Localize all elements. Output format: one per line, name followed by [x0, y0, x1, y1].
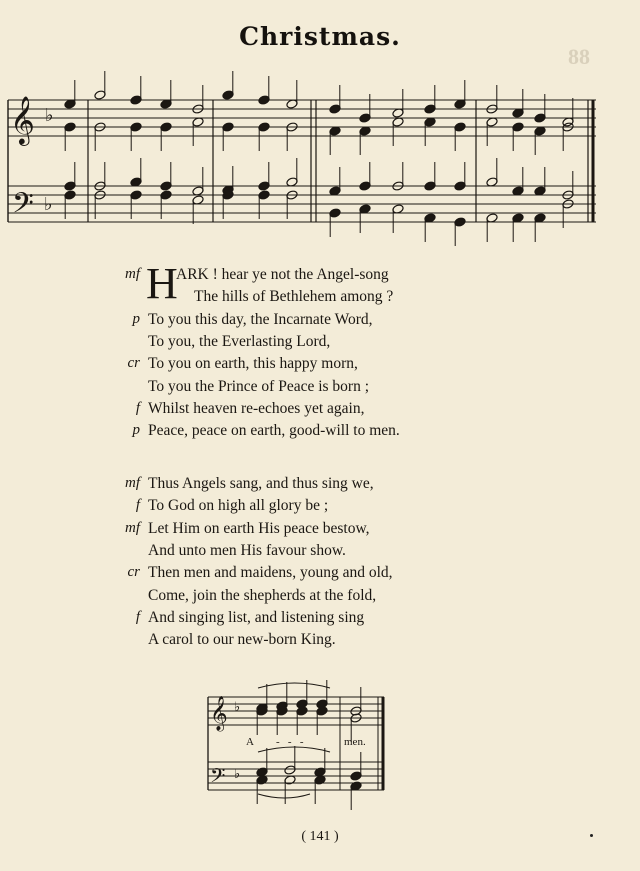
dynamic-marking: cr [127, 564, 140, 581]
note-head [222, 90, 234, 100]
note-head [130, 95, 142, 105]
verse-line: To you the Prince of Peace is born ; [148, 377, 370, 395]
note-head [258, 181, 270, 191]
note-head [258, 190, 270, 200]
note-head [222, 122, 234, 132]
bass-notes [64, 158, 574, 246]
note-head [258, 95, 270, 105]
verse-line: ARK ! hear ye not the Angel-song [176, 266, 389, 283]
note-head [64, 122, 76, 132]
verse-line: Then men and maidens, young and old, [148, 564, 393, 582]
bass-staff [8, 186, 596, 222]
verse-line: To you this day, the Incarnate Word, [148, 310, 373, 328]
verse-line: Thus Angels sang, and thus sing we, [148, 475, 374, 492]
dynamic-marking: f [135, 399, 140, 416]
note-head [454, 217, 466, 227]
note-head [329, 208, 341, 218]
note-head [64, 181, 76, 191]
verse-line: The hills of Bethlehem among ? [194, 288, 394, 306]
note-head [329, 104, 341, 114]
dynamic-marking: mf [125, 475, 140, 491]
flat-key-signature-icon: ♭ [45, 105, 54, 126]
amen-syllable-men: men. [344, 736, 366, 748]
dynamic-marking: p [132, 422, 140, 439]
note-head [94, 90, 106, 100]
page-title: Christmas. [239, 22, 401, 51]
verse-line: Whilst heaven re-echoes yet again, [148, 399, 365, 417]
note-head [424, 181, 436, 191]
treble-clef-icon: 𝄞 [10, 95, 35, 144]
flat-key-signature-icon: ♭ [234, 767, 241, 782]
note-head [424, 104, 436, 114]
note-head [160, 181, 172, 191]
dynamic-marking: f [135, 608, 140, 625]
flat-key-signature-icon: ♭ [234, 700, 241, 715]
note-head [454, 122, 466, 132]
margin-dot [590, 834, 593, 837]
verse-line: Come, join the shepherds at the fold, [148, 586, 377, 604]
note-head [512, 122, 524, 132]
amen-syllable-a: A [246, 736, 254, 748]
dynamic-marking: cr [127, 355, 140, 372]
note-head [130, 122, 142, 132]
dynamic-marking: mf [125, 519, 140, 536]
note-head [130, 190, 142, 200]
treble-notes [64, 71, 574, 155]
note-head [284, 765, 296, 775]
amen-dashes: - - - [276, 736, 304, 748]
drop-cap: H [146, 259, 178, 308]
note-head [359, 113, 371, 123]
verse-line: A carol to our new-born King. [148, 631, 336, 649]
verse-line: To you on earth, this happy morn, [148, 355, 358, 373]
page-number: ( 141 ) [301, 829, 339, 844]
note-head [359, 181, 371, 191]
note-head [454, 181, 466, 191]
verse-line: Peace, peace on earth, good-will to men. [148, 422, 400, 440]
dynamic-marking: f [135, 497, 140, 514]
note-head [350, 771, 362, 781]
note-head [160, 190, 172, 200]
treble-clef-icon: 𝄞 [210, 696, 228, 731]
note-head [64, 190, 76, 200]
flat-key-signature-icon: ♭ [44, 194, 53, 215]
verse-line: Let Him on earth His peace bestow, [148, 519, 370, 537]
verse-line: To God on high all glory be ; [148, 497, 329, 515]
verse-line: To you, the Everlasting Lord, [148, 332, 331, 350]
note-head [160, 122, 172, 132]
dynamic-marking: mf [125, 266, 140, 282]
bass-clef-icon: 𝄢 [210, 764, 226, 792]
bass-clef-icon: 𝄢 [12, 187, 34, 227]
note-head [534, 113, 546, 123]
bleed-through-number: 88 [568, 44, 590, 69]
verse-line: And unto men His favour show. [148, 541, 346, 559]
note-head [258, 122, 270, 132]
verse-line: And singing list, and listening sing [148, 608, 365, 626]
dynamic-marking: p [132, 310, 140, 327]
